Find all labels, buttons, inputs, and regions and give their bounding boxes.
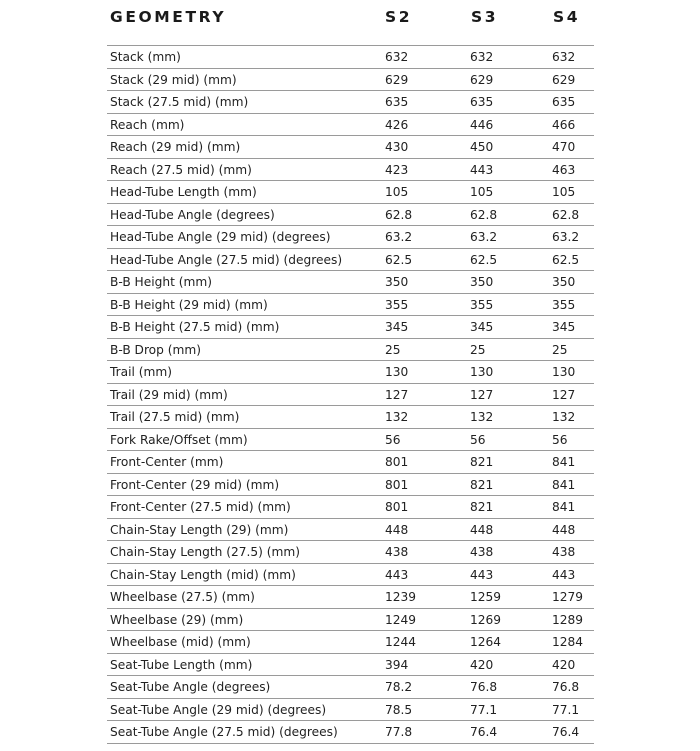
row-label: Front-Center (29 mid) (mm) — [110, 477, 280, 492]
row-label: Chain-Stay Length (29) (mm) — [110, 522, 289, 537]
value-s2: 438 — [385, 545, 409, 559]
value-s2: 1249 — [385, 612, 417, 627]
table-row — [107, 339, 594, 362]
table-row — [107, 564, 594, 587]
value-s3: 350 — [470, 275, 494, 289]
table-row — [107, 294, 594, 317]
value-s4: 77.1 — [552, 702, 580, 717]
row-label: Seat-Tube Angle (29 mid) (degrees) — [110, 702, 327, 717]
value-s3: 56 — [470, 432, 486, 447]
table-row — [107, 204, 594, 227]
table-row — [107, 316, 594, 339]
value-s2: 105 — [385, 185, 409, 199]
value-s3: 629 — [470, 72, 494, 87]
value-s2: 423 — [385, 162, 409, 177]
table-row — [107, 271, 594, 294]
table-row — [107, 181, 594, 204]
table-row — [107, 249, 594, 272]
row-label: Head-Tube Length (mm) — [110, 185, 257, 199]
value-s4: 629 — [552, 72, 576, 87]
value-s4: 132 — [552, 410, 576, 424]
value-s3: 127 — [470, 387, 494, 402]
value-s4: 127 — [552, 387, 576, 402]
value-s2: 127 — [385, 387, 409, 402]
column-header-s2: S2 — [385, 8, 413, 26]
value-s3: 63.2 — [470, 230, 498, 244]
row-label: B-B Height (29 mid) (mm) — [110, 297, 268, 312]
value-s3: 76.8 — [470, 680, 498, 694]
value-s4: 470 — [552, 140, 576, 154]
table-header — [0, 0, 700, 40]
value-s4: 76.8 — [552, 680, 580, 694]
row-label: B-B Height (27.5 mid) (mm) — [110, 320, 280, 334]
value-s4: 130 — [552, 365, 576, 379]
table-row — [107, 429, 594, 452]
row-label: Reach (29 mid) (mm) — [110, 140, 241, 154]
table-row — [107, 699, 594, 722]
value-s3: 62.8 — [470, 207, 498, 222]
row-label: Chain-Stay Length (mid) (mm) — [110, 567, 296, 582]
value-s4: 350 — [552, 275, 576, 289]
value-s4: 25 — [552, 342, 568, 357]
value-s4: 841 — [552, 500, 576, 514]
value-s2: 632 — [385, 50, 409, 64]
value-s3: 635 — [470, 95, 494, 109]
row-label: B-B Height (mm) — [110, 275, 212, 289]
row-label: Wheelbase (mid) (mm) — [110, 635, 251, 649]
table-row — [107, 136, 594, 159]
row-label: Front-Center (mm) — [110, 455, 224, 469]
value-s4: 355 — [552, 297, 576, 312]
value-s3: 1264 — [470, 635, 502, 649]
value-s4: 466 — [552, 117, 576, 132]
value-s2: 443 — [385, 567, 409, 582]
table-row — [107, 226, 594, 249]
row-label: Head-Tube Angle (27.5 mid) (degrees) — [110, 252, 343, 267]
value-s3: 77.1 — [470, 702, 498, 717]
column-header-s4: S4 — [553, 8, 581, 26]
value-s2: 801 — [385, 455, 409, 469]
table-row — [107, 631, 594, 654]
value-s2: 132 — [385, 410, 409, 424]
value-s3: 420 — [470, 657, 494, 672]
row-label: Seat-Tube Length (mm) — [110, 657, 253, 672]
row-label: Wheelbase (27.5) (mm) — [110, 590, 255, 604]
value-s2: 130 — [385, 365, 409, 379]
table-row — [107, 361, 594, 384]
table-row — [107, 721, 594, 744]
value-s2: 635 — [385, 95, 409, 109]
table-row — [107, 474, 594, 497]
value-s4: 56 — [552, 432, 568, 447]
table-row — [107, 654, 594, 677]
value-s4: 443 — [552, 567, 576, 582]
value-s4: 63.2 — [552, 230, 580, 244]
value-s3: 132 — [470, 410, 494, 424]
table-row — [107, 91, 594, 114]
table-row — [107, 519, 594, 542]
value-s2: 355 — [385, 297, 409, 312]
value-s3: 345 — [470, 320, 494, 334]
table-row — [107, 451, 594, 474]
value-s2: 63.2 — [385, 230, 413, 244]
value-s4: 76.4 — [552, 725, 580, 739]
value-s2: 78.2 — [385, 680, 413, 694]
value-s4: 841 — [552, 455, 576, 469]
value-s3: 62.5 — [470, 252, 498, 267]
value-s4: 1289 — [552, 612, 584, 627]
value-s3: 76.4 — [470, 725, 498, 739]
row-label: Trail (27.5 mid) (mm) — [110, 410, 240, 424]
table-row — [107, 676, 594, 699]
value-s4: 420 — [552, 657, 576, 672]
row-label: Reach (27.5 mid) (mm) — [110, 162, 252, 177]
row-label: Fork Rake/Offset (mm) — [110, 432, 248, 447]
value-s3: 821 — [470, 500, 494, 514]
value-s4: 345 — [552, 320, 576, 334]
value-s4: 632 — [552, 50, 576, 64]
row-label: B-B Drop (mm) — [110, 342, 202, 357]
table-row — [107, 406, 594, 429]
value-s3: 821 — [470, 455, 494, 469]
value-s4: 62.5 — [552, 252, 580, 267]
row-label: Trail (29 mid) (mm) — [110, 387, 228, 402]
value-s3: 450 — [470, 140, 494, 154]
value-s3: 130 — [470, 365, 494, 379]
value-s4: 841 — [552, 477, 576, 492]
table-body — [107, 45, 594, 744]
row-label: Stack (29 mid) (mm) — [110, 72, 237, 87]
row-label: Reach (mm) — [110, 117, 185, 132]
value-s2: 25 — [385, 342, 401, 357]
row-label: Head-Tube Angle (29 mid) (degrees) — [110, 230, 331, 244]
value-s4: 1284 — [552, 635, 584, 649]
table-title: GEOMETRY — [110, 8, 227, 26]
table-row — [107, 46, 594, 69]
value-s2: 448 — [385, 522, 409, 537]
row-label: Head-Tube Angle (degrees) — [110, 207, 275, 222]
value-s4: 463 — [552, 162, 576, 177]
value-s3: 446 — [470, 117, 494, 132]
value-s3: 632 — [470, 50, 494, 64]
value-s2: 62.5 — [385, 252, 413, 267]
table-row — [107, 384, 594, 407]
table-row — [107, 586, 594, 609]
row-label: Trail (mm) — [110, 365, 173, 379]
table-row — [107, 541, 594, 564]
value-s3: 443 — [470, 162, 494, 177]
value-s4: 635 — [552, 95, 576, 109]
table-row — [107, 114, 594, 137]
column-header-s3: S3 — [471, 8, 499, 26]
value-s3: 448 — [470, 522, 494, 537]
value-s3: 821 — [470, 477, 494, 492]
value-s3: 438 — [470, 545, 494, 559]
table-row — [107, 69, 594, 92]
row-label: Seat-Tube Angle (degrees) — [110, 680, 271, 694]
value-s4: 438 — [552, 545, 576, 559]
value-s2: 801 — [385, 477, 409, 492]
value-s2: 78.5 — [385, 702, 413, 717]
value-s2: 1244 — [385, 635, 417, 649]
value-s2: 426 — [385, 117, 409, 132]
value-s3: 443 — [470, 567, 494, 582]
value-s2: 801 — [385, 500, 409, 514]
row-label: Wheelbase (29) (mm) — [110, 612, 244, 627]
value-s3: 355 — [470, 297, 494, 312]
value-s2: 629 — [385, 72, 409, 87]
row-label: Stack (mm) — [110, 50, 181, 64]
value-s4: 62.8 — [552, 207, 580, 222]
value-s2: 56 — [385, 432, 401, 447]
value-s2: 350 — [385, 275, 409, 289]
value-s3: 1259 — [470, 590, 502, 604]
table-row — [107, 496, 594, 519]
row-label: Chain-Stay Length (27.5) (mm) — [110, 545, 300, 559]
table-row — [107, 159, 594, 182]
value-s2: 1239 — [385, 590, 417, 604]
table-row — [107, 609, 594, 632]
row-label: Seat-Tube Angle (27.5 mid) (degrees) — [110, 725, 338, 739]
value-s2: 430 — [385, 140, 409, 154]
value-s2: 62.8 — [385, 207, 413, 222]
row-label: Stack (27.5 mid) (mm) — [110, 95, 249, 109]
value-s3: 105 — [470, 185, 494, 199]
value-s2: 345 — [385, 320, 409, 334]
value-s3: 25 — [470, 342, 486, 357]
value-s4: 448 — [552, 522, 576, 537]
value-s2: 394 — [385, 657, 409, 672]
value-s4: 1279 — [552, 590, 584, 604]
value-s3: 1269 — [470, 612, 502, 627]
row-label: Front-Center (27.5 mid) (mm) — [110, 500, 291, 514]
value-s2: 77.8 — [385, 725, 413, 739]
value-s4: 105 — [552, 185, 576, 199]
